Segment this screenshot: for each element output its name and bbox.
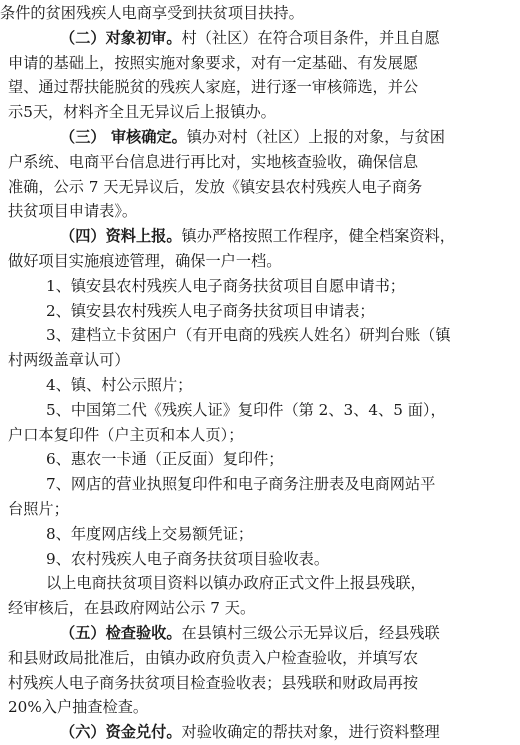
text-line: [0, 248, 520, 274]
text-line: [0, 521, 520, 547]
body-text: 示5天，材料齐全且无异议后上报镇办。: [8, 103, 276, 122]
text-line: [0, 74, 520, 100]
section-heading: （六）资金兑付。: [60, 723, 182, 742]
body-text: 做好项目实施痕迹管理，确保一户一档。: [8, 252, 282, 270]
text-line: [0, 372, 520, 398]
body-text: 户口本复印件（户主页和本人页）；: [8, 425, 244, 444]
text-line: [0, 322, 520, 348]
text-line: [0, 670, 520, 696]
text-line: [0, 273, 520, 299]
text-line: [0, 149, 520, 175]
body-text: 申请的基础上，按照实施对象要求，对有一定基础、有发展愿: [8, 53, 419, 72]
text-line: [0, 620, 520, 646]
body-text: 在县镇村三级公示无异议后，经县残联: [181, 624, 440, 642]
section-heading: （四）资料上报。: [60, 227, 182, 246]
body-text: 望、通过帮扶能脱贫的残疾人家庭，进行逐一审核筛选，并公: [8, 78, 419, 97]
text-line: [0, 174, 520, 200]
body-text: 村两级盖章认可）: [8, 351, 130, 370]
text-line: [0, 471, 520, 497]
text-line: [0, 422, 520, 448]
body-text: 条件的贫困残疾人电商享受到扶贫项目扶持。: [0, 4, 304, 22]
section-heading: （五）检查验收。: [60, 624, 182, 642]
text-line: [0, 645, 520, 671]
body-text: 台照片；: [8, 500, 69, 518]
body-text: 9、农村残疾人电子商务扶贫项目验收表。: [46, 549, 330, 568]
body-text: 经审核后，在县政府网站公示 7 天。: [8, 599, 256, 618]
body-text: 5、中国第二代《残疾人证》复印件（第 2、3、4、5 面），: [46, 400, 446, 419]
body-text: 6、惠农一卡通（正反面）复印件；: [46, 450, 284, 469]
body-text: 村残疾人电子商务扶贫项目检查验收表；县残联和财政局再按: [8, 673, 419, 692]
body-text: 3、建档立卡贫困户（有开电商的残疾人姓名）研判台账（镇: [46, 326, 451, 345]
body-text: 户系统、电商平台信息进行再比对，实地核查验收，确保信息: [8, 152, 419, 171]
text-line: [0, 546, 520, 572]
text-line: [0, 99, 520, 125]
text-line: [0, 347, 520, 373]
body-text: 4、镇、村公示照片；: [46, 376, 193, 394]
text-line: [0, 397, 520, 423]
body-text: 扶贫项目申请表》。: [8, 202, 138, 221]
text-line: [0, 694, 520, 720]
body-text: 以上电商扶贫项目资料以镇办政府正式文件上报县残联，: [46, 574, 426, 593]
text-line: [0, 570, 520, 596]
body-text: 2、镇安县农村残疾人电子商务扶贫项目申请表；: [46, 301, 375, 320]
section-heading: （二）对象初审。: [60, 28, 182, 47]
body-text: 20%入户抽查检查。: [8, 698, 149, 717]
body-text: 8、年度网店线上交易额凭证；: [46, 524, 254, 543]
section-heading: （三） 审核确定。: [60, 128, 187, 146]
text-line: [0, 719, 520, 745]
text-line: [0, 50, 520, 76]
text-line: [0, 496, 520, 522]
body-text: 和县财政局批准后，由镇办政府负责入户检查验收，并填写农: [8, 648, 419, 667]
body-text: 镇办严格按照工作程序，健全档案资料，: [181, 227, 455, 246]
text-line: [0, 595, 520, 621]
text-line: [0, 198, 520, 224]
body-text: 村（社区）在符合项目条件，并且自愿: [181, 28, 440, 47]
text-line: [0, 0, 520, 26]
text-line: [0, 25, 520, 51]
text-line: [0, 124, 520, 150]
body-text: 对验收确定的帮扶对象，进行资料整理: [181, 723, 440, 742]
text-line: [0, 446, 520, 472]
body-text: 镇办对村（社区）上报的对象，与贫困: [186, 128, 445, 146]
text-line: [0, 223, 520, 249]
body-text: 准确，公示 7 天无异议后，发放《镇安县农村残疾人电子商务: [8, 177, 423, 196]
body-text: 7、网店的营业执照复印件和电子商务注册表及电商网站平: [46, 475, 436, 494]
body-text: 1、镇安县农村残疾人电子商务扶贫项目自愿申请书；: [46, 276, 405, 295]
text-line: [0, 298, 520, 324]
